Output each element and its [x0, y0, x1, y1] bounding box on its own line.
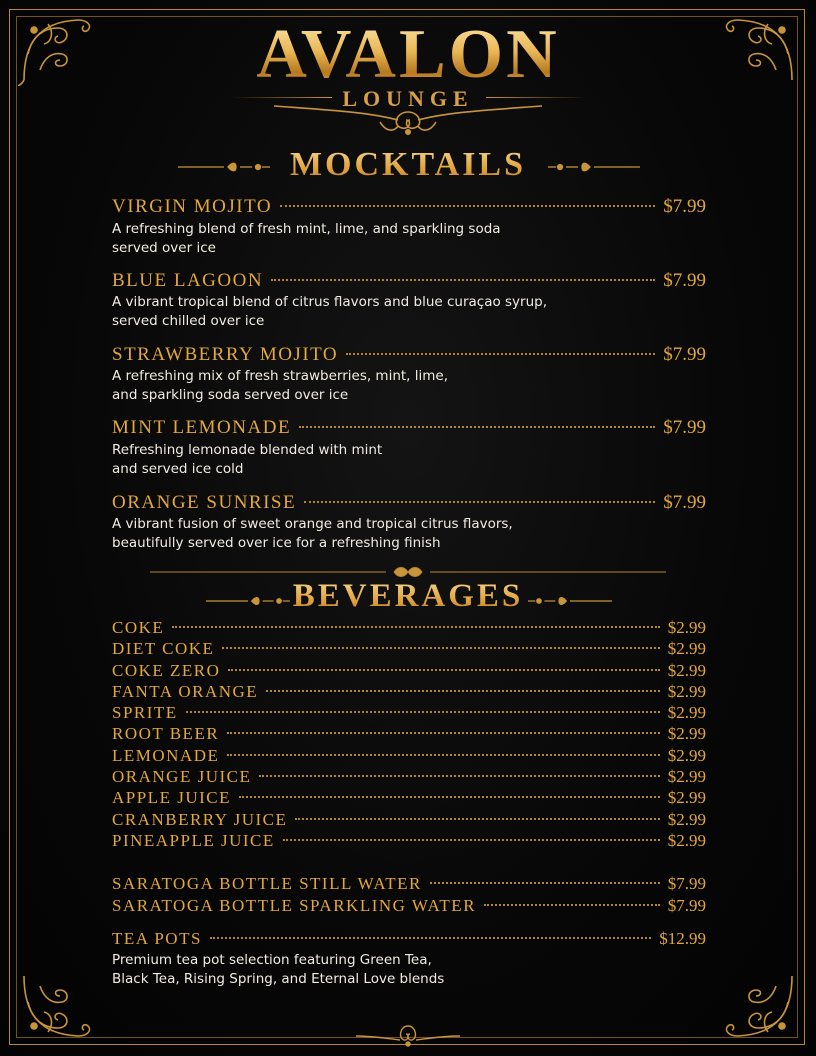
description-line: Black Tea, Rising Spring, and Eternal Love blends	[112, 971, 445, 987]
item-description	[112, 951, 632, 989]
leader-dots	[222, 647, 659, 649]
item-description	[112, 515, 632, 553]
bottom-ornament-icon	[348, 1022, 468, 1048]
item-price: $2.99	[667, 746, 706, 765]
description-line: and sparkling soda served over ice	[112, 387, 349, 403]
leader-dots	[295, 818, 659, 820]
leader-dots	[283, 839, 660, 841]
menu-item	[112, 417, 706, 439]
item-price: $2.99	[667, 639, 706, 658]
beverages-title: BEVERAGES	[0, 578, 816, 615]
item-name: ROOT BEER	[112, 724, 220, 743]
item-name: ORANGE JUICE	[112, 767, 252, 786]
beverage-item	[112, 896, 706, 916]
leader-dots	[484, 904, 660, 906]
item-name: ORANGE SUNRISE	[112, 492, 297, 513]
menu-item	[112, 492, 706, 514]
beverage-item	[112, 661, 706, 681]
description-line: and served ice cold	[112, 461, 244, 477]
beverage-item	[112, 618, 706, 638]
brand-name: AVALON	[0, 20, 816, 90]
leader-dots	[172, 626, 659, 628]
beverage-item	[112, 788, 706, 808]
description-line: A vibrant fusion of sweet orange and tropical citrus flavors,	[112, 516, 513, 532]
item-price: $7.99	[663, 270, 706, 291]
item-name: COKE ZERO	[112, 661, 221, 680]
beverage-item	[112, 831, 706, 851]
item-name: VIRGIN MOJITO	[112, 196, 273, 217]
leader-dots	[271, 279, 655, 281]
leader-dots	[239, 796, 660, 798]
item-name: FANTA ORANGE	[112, 682, 259, 701]
description-line: beautifully served over ice for a refreshing finish	[112, 535, 441, 551]
leader-dots	[280, 205, 655, 207]
beverage-item	[112, 767, 706, 787]
description-line: served chilled over ice	[112, 313, 265, 329]
subtitle-rule-right	[486, 97, 586, 98]
beverage-item	[112, 682, 706, 702]
leader-dots	[227, 732, 660, 734]
leader-dots	[430, 882, 660, 884]
leader-dots	[227, 754, 659, 756]
title-ornament-right-icon	[528, 594, 612, 608]
item-price: $7.99	[663, 417, 706, 438]
item-price: $2.99	[667, 618, 706, 637]
item-price: $7.99	[663, 344, 706, 365]
beverage-item	[112, 810, 706, 830]
item-price: $7.99	[663, 492, 706, 513]
leader-dots	[304, 501, 655, 503]
menu-item	[112, 196, 706, 218]
beverage-item	[112, 746, 706, 766]
item-price: $2.99	[667, 703, 706, 722]
corner-flourish-icon	[18, 970, 104, 1042]
description-line: served over ice	[112, 240, 216, 256]
leader-dots	[228, 669, 659, 671]
section-divider-icon	[150, 565, 666, 579]
item-price: $7.99	[667, 874, 706, 893]
item-price: $2.99	[667, 788, 706, 807]
leader-dots	[259, 775, 659, 777]
description-line: A vibrant tropical blend of citrus flavors and blue curaçao syrup,	[112, 294, 548, 310]
leader-dots	[346, 353, 655, 355]
item-name: SPRITE	[112, 703, 178, 722]
item-price: $2.99	[667, 661, 706, 680]
item-price: $7.99	[667, 896, 706, 915]
item-name: CRANBERRY JUICE	[112, 810, 288, 829]
item-description	[112, 367, 632, 405]
item-name: LEMONADE	[112, 746, 220, 765]
item-price: $2.99	[667, 682, 706, 701]
item-price: $2.99	[667, 810, 706, 829]
mocktails-title: MOCKTAILS	[0, 146, 816, 184]
item-name: TEA POTS	[112, 929, 202, 948]
item-name: MINT LEMONADE	[112, 417, 292, 438]
description-line: Refreshing lemonade blended with mint	[112, 442, 383, 458]
description-line: A refreshing mix of fresh strawberries, mint, lime,	[112, 368, 449, 384]
leader-dots	[266, 690, 660, 692]
beverage-item	[112, 874, 706, 894]
header-swash-icon	[268, 102, 548, 138]
item-description	[112, 220, 632, 258]
item-name: BLUE LAGOON	[112, 270, 264, 291]
brand-subtitle: LOUNGE	[342, 86, 474, 111]
item-name: APPLE JUICE	[112, 788, 231, 807]
description-line: Premium tea pot selection featuring Green Tea,	[112, 952, 432, 968]
beverage-item	[112, 724, 706, 744]
item-price: $2.99	[667, 831, 706, 850]
item-name: PINEAPPLE JUICE	[112, 831, 275, 850]
leader-dots	[186, 711, 660, 713]
corner-flourish-icon	[712, 970, 798, 1042]
beverage-item	[112, 929, 706, 949]
title-ornament-right-icon	[548, 160, 640, 174]
item-description	[112, 293, 632, 331]
item-price: $7.99	[663, 196, 706, 217]
item-name: STRAWBERRY MOJITO	[112, 344, 339, 365]
beverage-item	[112, 703, 706, 723]
item-name: SARATOGA BOTTLE STILL WATER	[112, 874, 422, 893]
leader-dots	[210, 937, 651, 939]
beverage-item	[112, 639, 706, 659]
menu-item	[112, 270, 706, 292]
item-price: $2.99	[667, 724, 706, 743]
item-name: SARATOGA BOTTLE SPARKLING WATER	[112, 896, 477, 915]
item-price: $2.99	[667, 767, 706, 786]
item-name: DIET COKE	[112, 639, 215, 658]
menu-item	[112, 344, 706, 366]
description-line: A refreshing blend of fresh mint, lime, and sparkling soda	[112, 221, 501, 237]
item-price: $12.99	[659, 929, 706, 948]
item-name: COKE	[112, 618, 165, 637]
item-description	[112, 441, 632, 479]
leader-dots	[299, 426, 655, 428]
